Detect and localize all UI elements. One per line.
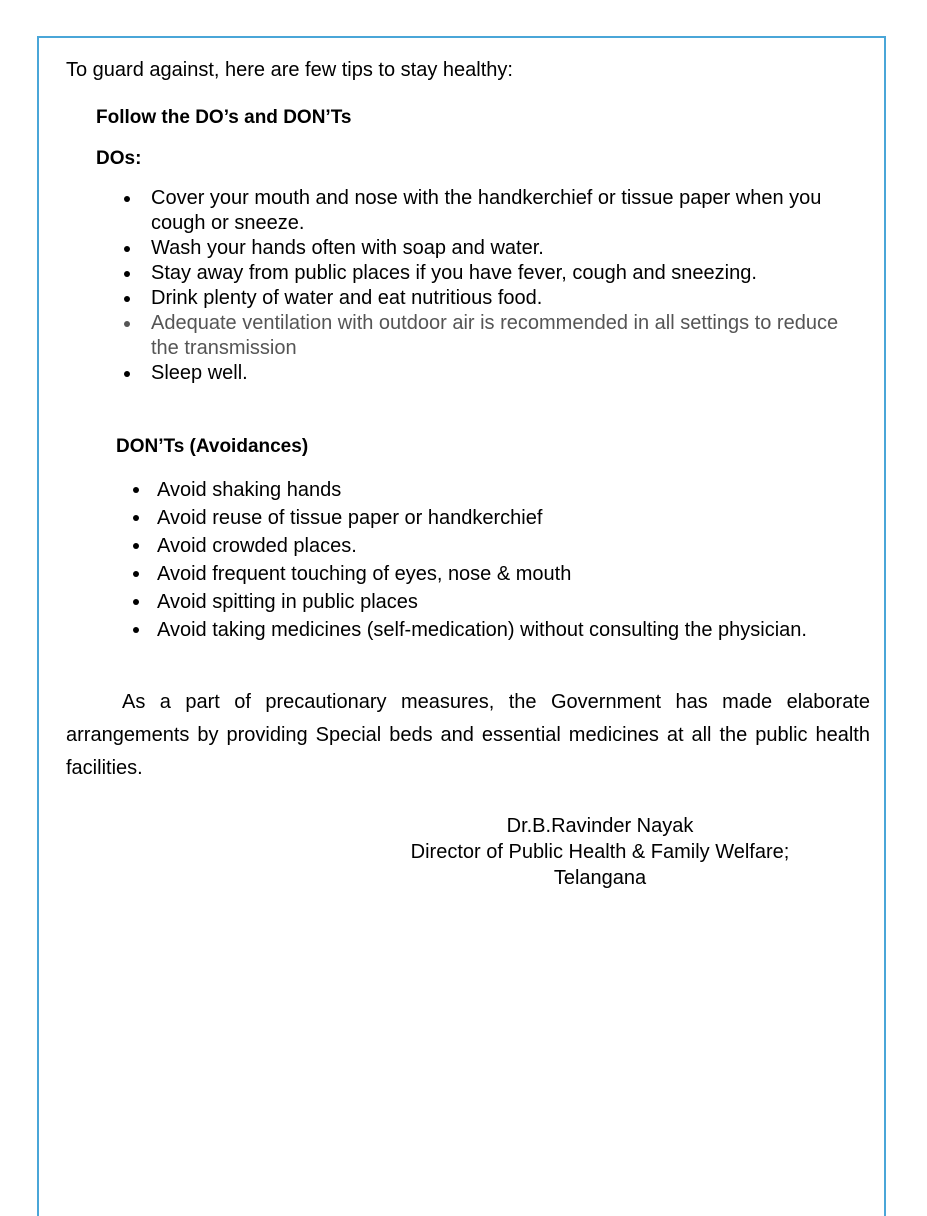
bullet-icon [124,271,130,277]
bullet-icon [133,571,139,577]
list-item: Avoid taking medicines (self-medication) without consulting the physician. [157,616,877,644]
donts-heading: DON’Ts (Avoidances) [116,436,309,457]
intro-text: To guard against, here are few tips to stay healthy: [66,59,513,81]
list-item: Cover your mouth and nose with the handkerchief or tissue paper when you cough or sneeze. [151,186,851,236]
signatory-name: Dr.B.Ravinder Nayak [506,815,694,837]
list-item: Sleep well. [151,361,851,386]
signatory-title: Director of Public Health & Family Welfare; [410,841,790,863]
donts-list [157,476,877,644]
bullet-icon [124,296,130,302]
signature-block [380,813,820,891]
follow-heading: Follow the DO’s and DON’Ts [96,107,352,128]
list-item: Avoid shaking hands [157,476,877,504]
signatory-state: Telangana [553,867,647,889]
bullet-icon [133,487,139,493]
bullet-icon [133,515,139,521]
bullet-icon [133,627,139,633]
list-item: Avoid spitting in public places [157,588,877,616]
precaution-paragraph: As a part of precautionary measures, the Government has made elaborate arrangements by providing Special beds and essential medicines at all the public health facilities. [66,691,870,779]
list-item: Avoid reuse of tissue paper or handkerchief [157,504,877,532]
list-item: Wash your hands often with soap and water. [151,236,851,261]
bullet-icon [124,321,130,327]
list-item: Avoid frequent touching of eyes, nose & mouth [157,560,877,588]
bullet-icon [124,246,130,252]
list-item: Stay away from public places if you have fever, cough and sneezing. [151,261,851,286]
bullet-icon [133,543,139,549]
list-item: Avoid crowded places. [157,532,877,560]
list-item: Adequate ventilation with outdoor air is recommended in all settings to reduce the transmission [151,311,851,361]
list-item: Drink plenty of water and eat nutritious food. [151,286,851,311]
bullet-icon [124,196,130,202]
bullet-icon [124,371,130,377]
dos-list [151,186,851,386]
dos-heading: DOs: [96,148,142,169]
bullet-icon [133,599,139,605]
